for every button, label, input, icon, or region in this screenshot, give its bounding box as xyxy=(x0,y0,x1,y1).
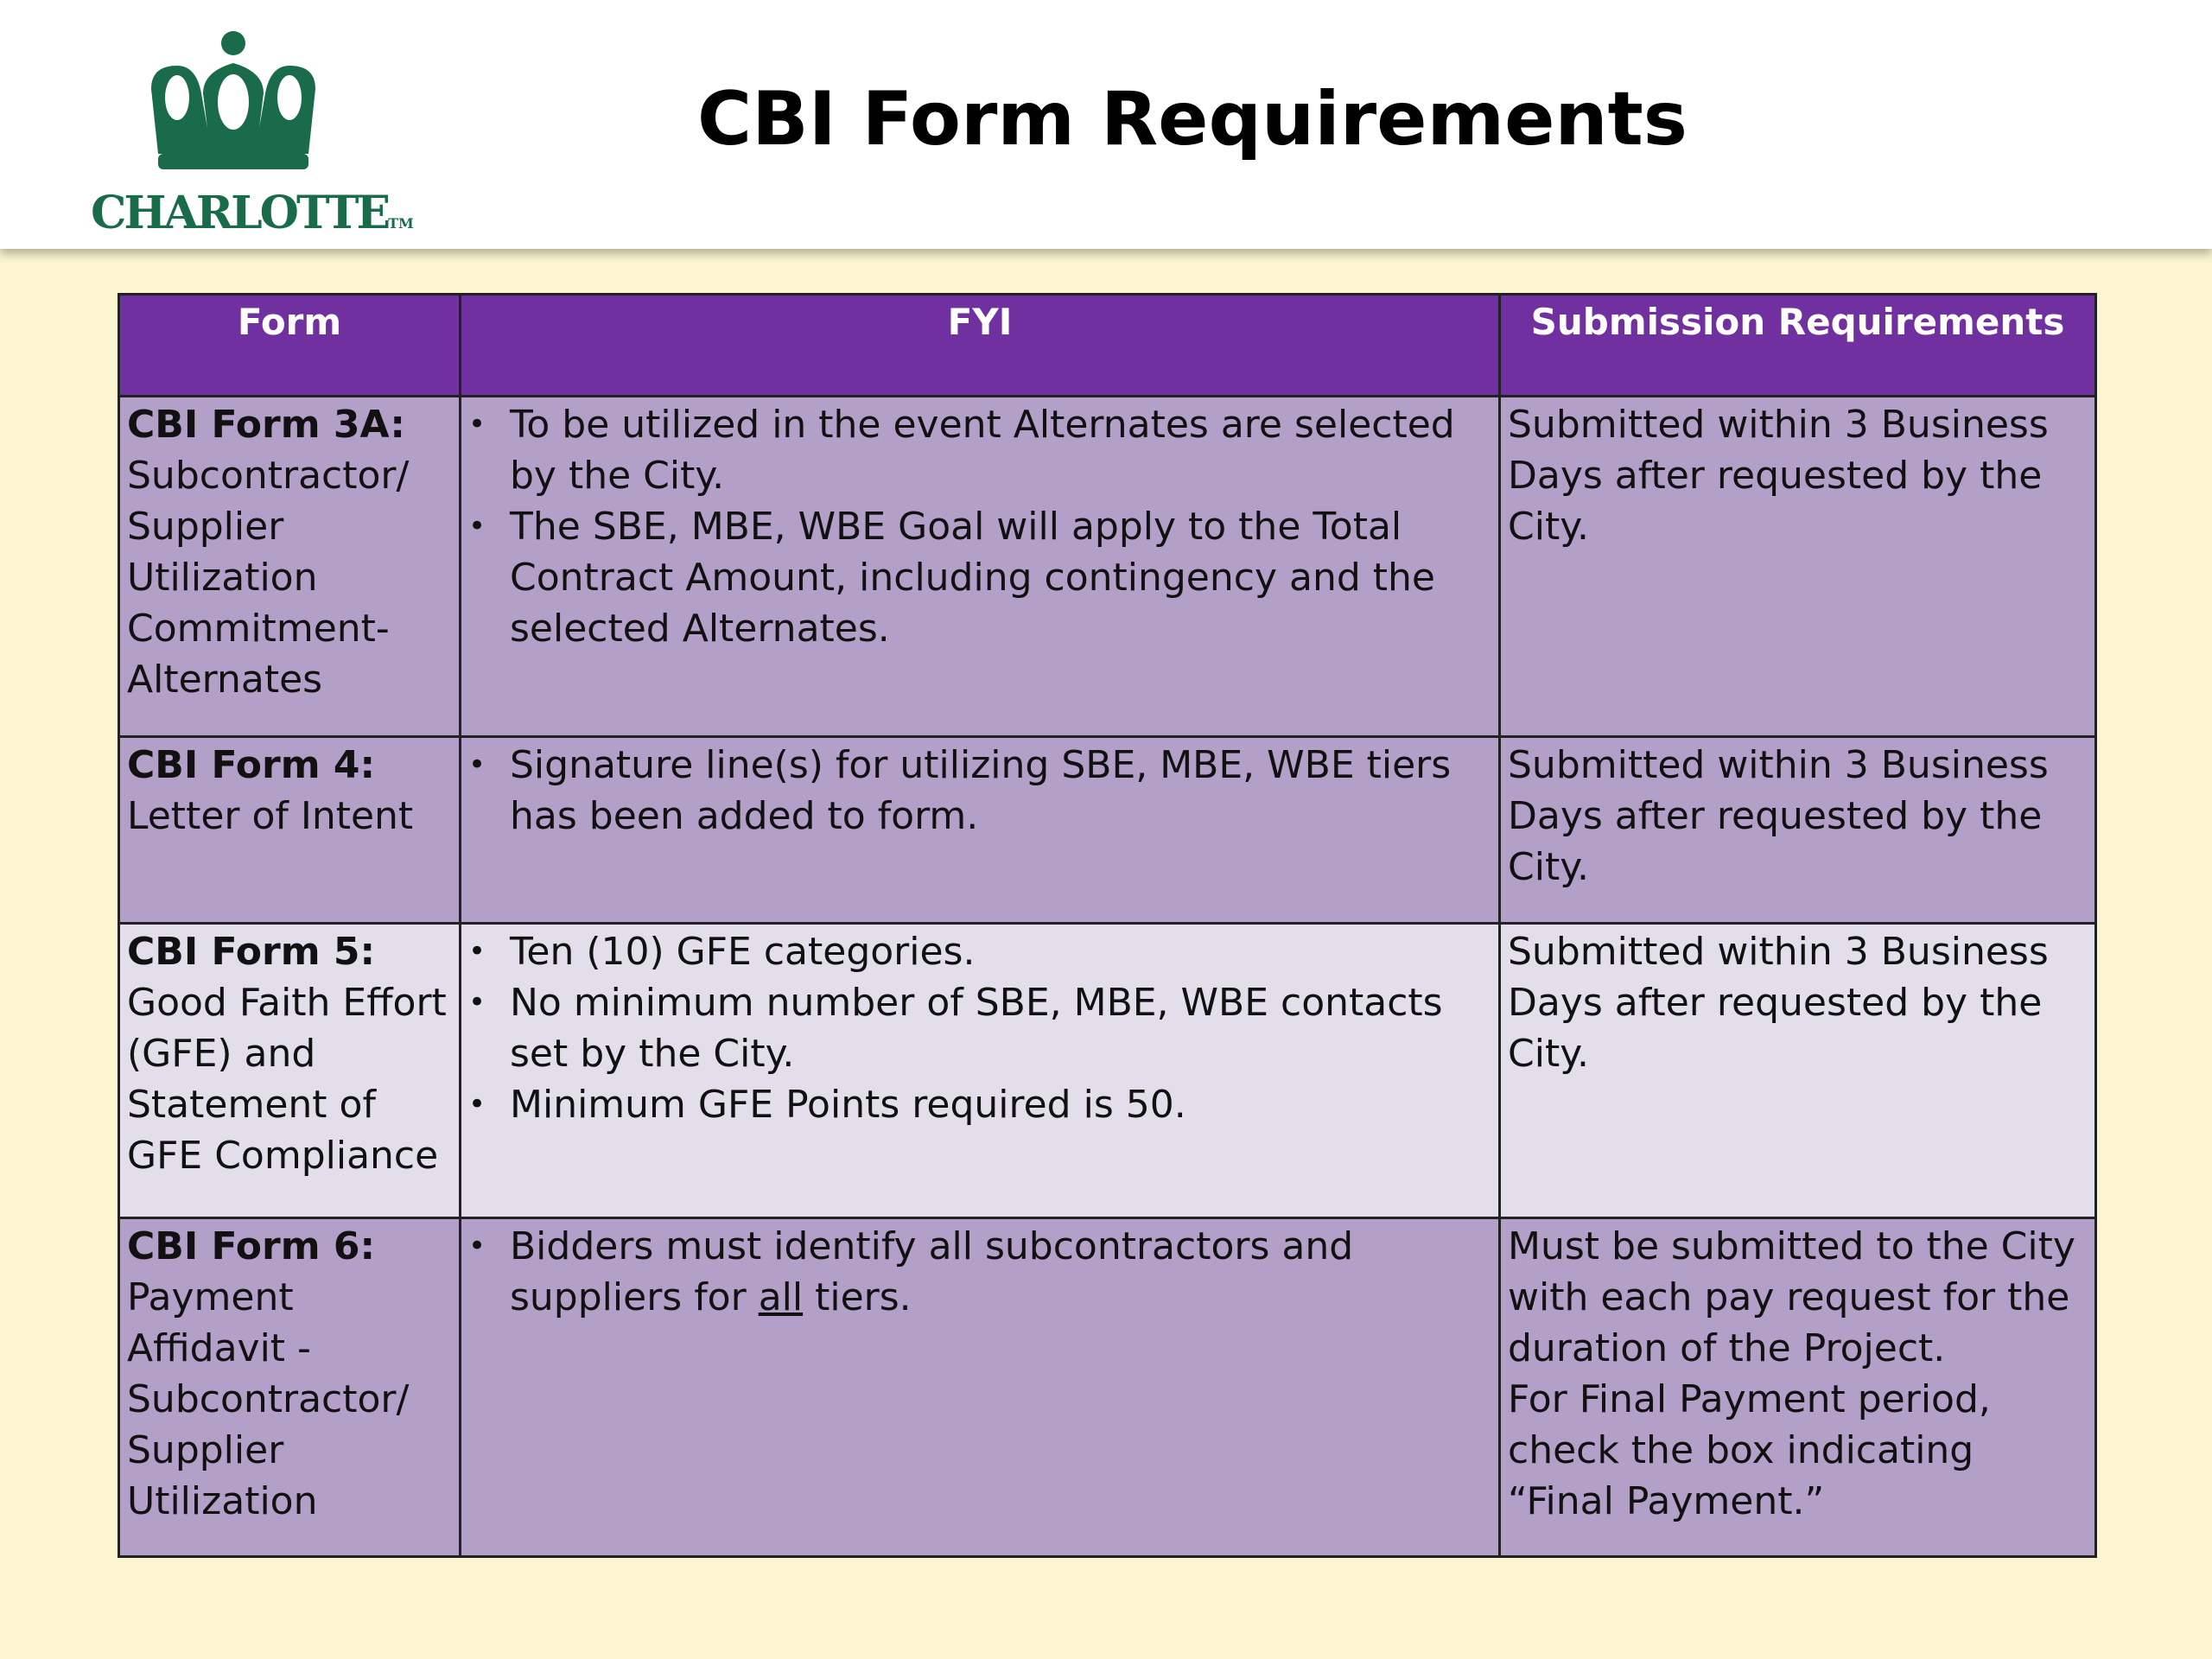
form-cell xyxy=(119,397,461,737)
form-name: CBI Form 6: xyxy=(127,1224,376,1268)
header-submission: Submission Requirements xyxy=(1500,295,2096,397)
table-row xyxy=(119,1218,2096,1557)
form-description: Good Faith Effort (GFE) and Statement of GFE Compliance xyxy=(127,981,447,1178)
form-name: CBI Form 4: xyxy=(127,743,376,787)
table-row xyxy=(119,397,2096,737)
table-row xyxy=(119,924,2096,1218)
trademark-mark: TM xyxy=(388,215,414,232)
table-row xyxy=(119,737,2096,924)
form-cell xyxy=(119,737,461,924)
fyi-cell xyxy=(461,397,1500,737)
slide-header xyxy=(0,0,2212,249)
page-title: CBI Form Requirements xyxy=(697,76,1688,162)
emphasis-all: all xyxy=(758,1275,804,1319)
requirements-table xyxy=(118,293,2097,1558)
form-cell xyxy=(119,924,461,1218)
header-form: Form xyxy=(119,295,461,397)
form-name: CBI Form 3A: xyxy=(127,403,405,447)
fyi-cell xyxy=(461,1218,1500,1557)
fyi-cell xyxy=(461,737,1500,924)
submission-cell xyxy=(1500,1218,2096,1557)
fyi-bullet: • Ten (10) GFE categories. xyxy=(468,926,1491,977)
fyi-bullet: • The SBE, MBE, WBE Goal will apply to the Total Contract Amount, including contingency and the selected Alternates. xyxy=(468,501,1491,654)
form-description: Payment Affidavit - Subcontractor/ Supplier Utilization xyxy=(127,1275,410,1523)
header-fyi: FYI xyxy=(461,295,1500,397)
fyi-bullet: • Signature line(s) for utilizing SBE, MBE, WBE tiers has been added to form. xyxy=(468,740,1491,842)
fyi-bullet: • No minimum number of SBE, MBE, WBE contacts set by the City. xyxy=(468,977,1491,1079)
submission-line: For Final Payment period, check the box indicating “Final Payment.” xyxy=(1508,1377,1991,1523)
fyi-bullet: • Minimum GFE Points required is 50. xyxy=(468,1079,1491,1130)
submission-cell: Submitted within 3 Business Days after requested by the City. xyxy=(1500,924,2096,1218)
submission-cell: Submitted within 3 Business Days after requested by the City. xyxy=(1500,737,2096,924)
submission-cell: Submitted within 3 Business Days after requested by the City. xyxy=(1500,397,2096,737)
fyi-bullet: • Bidders must identify all subcontractors and suppliers for all tiers. xyxy=(468,1221,1491,1323)
logo-wordmark: CHARLOTTETM xyxy=(91,187,414,239)
table-header-row xyxy=(119,295,2096,397)
form-name: CBI Form 5: xyxy=(127,930,376,974)
form-description: Subcontractor/ Supplier Utilization Commitment-Alternates xyxy=(127,454,410,702)
crown-icon xyxy=(143,24,324,171)
form-cell xyxy=(119,1218,461,1557)
submission-line: Must be submitted to the City with each pay request for the duration of the Project. xyxy=(1508,1224,2075,1370)
fyi-cell xyxy=(461,924,1500,1218)
fyi-bullet: • To be utilized in the event Alternates are selected by the City. xyxy=(468,399,1491,501)
charlotte-logo xyxy=(91,24,414,240)
form-description: Letter of Intent xyxy=(127,794,414,838)
